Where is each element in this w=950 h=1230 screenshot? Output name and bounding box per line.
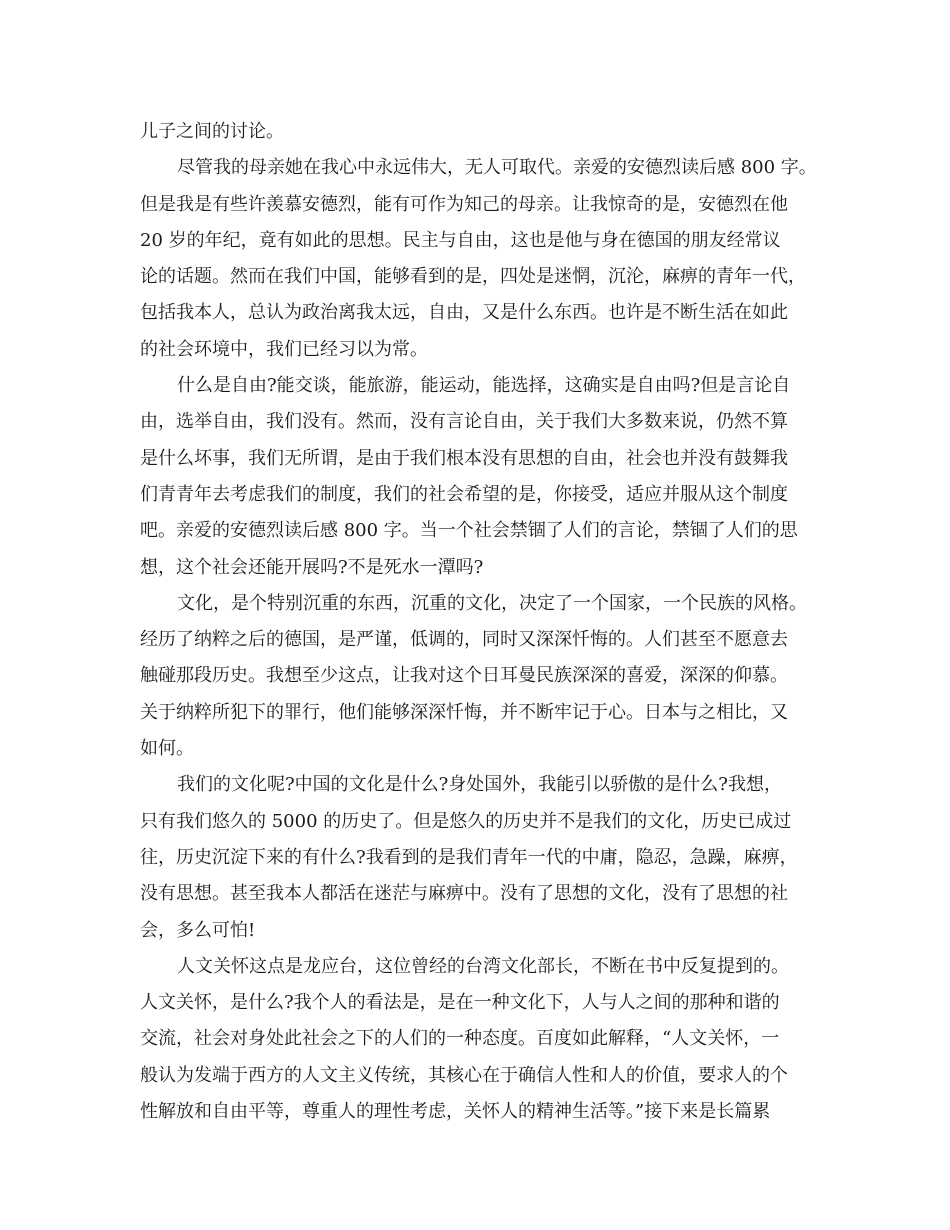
text-line: 只有我们悠久的 5000 的历史了。但是悠久的历史并不是我们的文化，历史已成过: [140, 810, 792, 832]
text-line: 是什么坏事，我们无所谓，是由于我们根本没有思想的自由，社会也并没有鼓舞我: [140, 447, 788, 469]
text-line: 论的话题。然而在我们中国，能够看到的是，四处是迷惘，沉沦，麻痹的青年一代，: [140, 266, 806, 288]
text-line: 触碰那段历史。我想至少这点，让我对这个日耳曼民族深深的喜爱，深深的仰慕。: [140, 665, 788, 687]
text-line: 会，多么可怕!: [140, 919, 256, 941]
text-line: 尽管我的母亲她在我心中永远伟大，无人可取代。亲爱的安德烈读后感 800 字。: [177, 157, 817, 179]
text-line: 但是我是有些许羡慕安德烈，能有可作为知己的母亲。让我惊奇的是，安德烈在他: [140, 193, 788, 215]
text-line: 吧。亲爱的安德烈读后感 800 字。当一个社会禁锢了人们的言论，禁锢了人们的思: [140, 520, 798, 542]
text-line: 没有思想。甚至我本人都活在迷茫与麻痹中。没有了思想的文化，没有了思想的社: [140, 883, 788, 905]
text-line: 我们的文化呢?中国的文化是什么?身处国外，我能引以骄傲的是什么?我想，: [177, 774, 782, 796]
text-line: 包括我本人，总认为政治离我太远，自由，又是什么东西。也许是不断生活在如此: [140, 302, 788, 324]
text-line: 什么是自由?能交谈，能旅游，能运动，能选择，这确实是自由吗?但是言论自: [177, 375, 791, 397]
text-line: 如何。: [140, 738, 194, 760]
text-line: 人文关怀这点是龙应台，这位曾经的台湾文化部长，不断在书中反复提到的。: [177, 955, 789, 977]
text-line: 性解放和自由平等，尊重人的理性考虑，关怀人的精神生活等。”接下来是长篇累: [140, 1101, 771, 1123]
text-line: 关于纳粹所犯下的罪行，他们能够深深忏悔，并不断牢记于心。日本与之相比，又: [140, 701, 788, 723]
document-body: [140, 114, 820, 1130]
text-line: 人文关怀，是什么?我个人的看法是，是在一种文化下，人与人之间的那种和谐的: [140, 992, 780, 1014]
text-line: 想，这个社会还能开展吗?不是死水一潭吗?: [140, 556, 484, 578]
text-line: 交流，社会对身处此社会之下的人们的一种态度。百度如此解释，“人文关怀，一: [140, 1028, 780, 1050]
text-line: 20 岁的年纪，竟有如此的思想。民主与自由，这也是他与身在德国的朋友经常议: [140, 229, 781, 251]
text-line: 经历了纳粹之后的德国，是严谨，低调的，同时又深深忏悔的。人们甚至不愿意去: [140, 629, 788, 651]
text-line: 文化，是个特别沉重的东西，沉重的文化，决定了一个国家，一个民族的风格。: [177, 592, 807, 614]
text-line: 儿子之间的讨论。: [140, 121, 284, 142]
text-line: 般认为发端于西方的人文主义传统，其核心在于确信人性和人的价值，要求人的个: [140, 1064, 788, 1086]
text-line: 往，历史沉淀下来的有什么?我看到的是我们青年一代的中庸，隐忍，急躁，麻痹，: [140, 846, 798, 868]
text-line: 由，选举自由，我们没有。然而，没有言论自由，关于我们大多数来说，仍然不算: [140, 411, 788, 433]
text-line: 的社会环境中，我们已经习以为常。: [140, 338, 428, 360]
text-line: 们青青年去考虑我们的制度，我们的社会希望的是，你接受，适应并服从这个制度: [140, 483, 788, 505]
